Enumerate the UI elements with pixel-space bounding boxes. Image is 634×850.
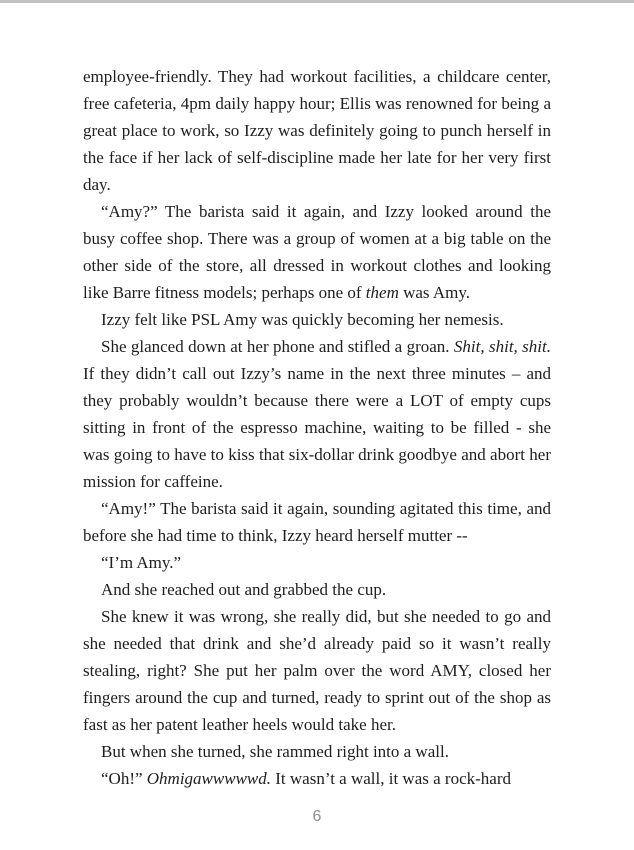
paragraph — [83, 495, 551, 549]
paragraph — [83, 603, 551, 738]
italic-text-run: Shit, shit, shit. — [453, 337, 551, 356]
page-number: 6 — [312, 808, 322, 825]
paragraph — [83, 198, 551, 306]
text-run: She knew it was wrong, she really did, but she needed to go and she needed that drink and she’d already paid so it wasn’t really stealing, right? She put her palm over the word AMY, closed her fingers around the cup and turned, ready to sprint out of the shop as fast as her patent leather heels would take her. — [83, 607, 551, 734]
top-border-bar — [0, 0, 634, 3]
text-run: She glanced down at her phone and stifled a groan. — [101, 337, 454, 356]
paragraph — [83, 738, 551, 765]
paragraph — [83, 765, 551, 792]
text-run: “Amy?” The barista said it again, and Izzy looked around the busy coffee shop. There was a group of women at a big table on the other side of the store, all dressed in workout clothes and looking like Barre fitness models; perhaps one of — [83, 202, 551, 302]
paragraph — [83, 549, 551, 576]
text-run: But when she turned, she rammed right into a wall. — [101, 742, 449, 761]
text-run: “I’m Amy.” — [101, 553, 182, 572]
text-run: If they didn’t call out Izzy’s name in the next three minutes – and they probably wouldn’t because there were a LOT of empty cups sitting in front of the espresso machine, waiting to be filled - she was going to have to kiss that six-dollar drink goodbye and abort her mission for caffeine. — [83, 364, 551, 491]
italic-text-run: them — [365, 283, 399, 302]
text-run: was Amy. — [398, 283, 470, 302]
text-run: And she reached out and grabbed the cup. — [101, 580, 387, 599]
paragraph — [83, 576, 551, 603]
paragraph — [83, 333, 551, 495]
paragraph — [83, 63, 551, 198]
text-run: “Oh!” — [101, 769, 147, 788]
text-run: employee-friendly. They had workout facilities, a childcare center, free cafeteria, 4pm daily happy hour; Ellis was renowned for being a great place to work, so Izzy was definitely going to punch herself in the face if her lack of self-discipline made her late for her very first day. — [83, 67, 551, 194]
text-run: It wasn’t a wall, it was a rock-hard — [271, 769, 511, 788]
text-run: “Amy!” The barista said it again, sounding agitated this time, and before she had time to think, Izzy heard herself mutter -- — [83, 499, 551, 545]
italic-text-run: Ohmigawwwwwd. — [146, 769, 272, 788]
text-run: Izzy felt like PSL Amy was quickly becoming her nemesis. — [101, 310, 504, 329]
page-text — [83, 63, 551, 792]
paragraph — [83, 306, 551, 333]
